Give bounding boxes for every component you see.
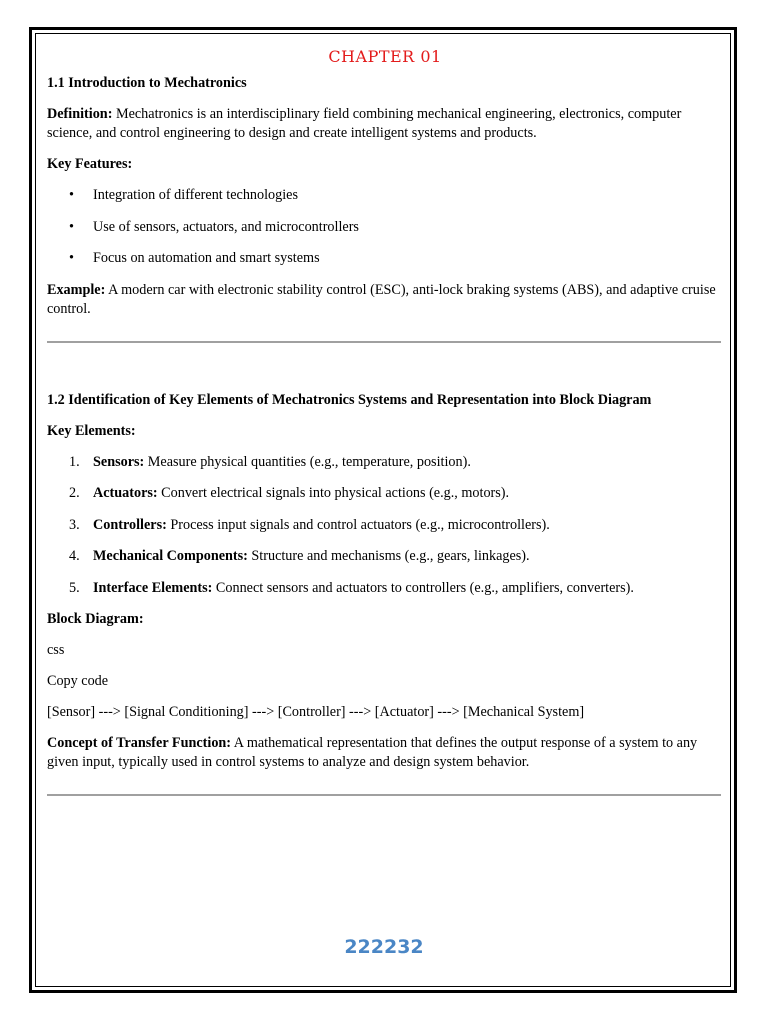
footer-number: 222232 (344, 936, 424, 958)
example-label: Example: (47, 281, 106, 298)
element-text: Convert electrical signals into physical actions (e.g., motors). (157, 485, 510, 502)
element-label: Controllers: (93, 516, 167, 533)
element-text: Structure and mechanisms (e.g., gears, linkages). (247, 548, 530, 565)
list-number: 1. (69, 453, 80, 470)
element-label: Actuators: (93, 485, 158, 502)
transfer-function-label: Concept of Transfer Function: (47, 735, 232, 752)
section-divider (47, 794, 721, 796)
element-text: Connect sensors and actuators to controllers (e.g., amplifiers, converters). (212, 579, 634, 596)
list-number: 2. (69, 485, 80, 502)
key-elements-list (47, 453, 723, 598)
list-item: • Use of sensors, actuators, and microcontrollers (47, 218, 723, 237)
key-elements-label: Key Elements: (47, 422, 136, 439)
code-language-label: css (47, 642, 65, 659)
list-item (47, 579, 723, 598)
section-2-heading: 1.2 Identification of Key Elements of Mechatronics Systems and Representation into Block Diagram (47, 391, 652, 408)
section-1-heading: 1.1 Introduction to Mechatronics (47, 75, 247, 91)
element-label: Interface Elements: (93, 579, 213, 596)
key-features-list (47, 186, 723, 268)
element-text: Measure physical quantities (e.g., temperature, position). (144, 453, 471, 470)
list-item (47, 453, 723, 472)
chapter-title: CHAPTER 01 (328, 47, 442, 66)
list-number: 3. (69, 516, 80, 533)
block-diagram-flow: [Sensor] ---> [Signal Conditioning] ---> [Controller] ---> [Actuator] ---> [Mechanical System] (47, 704, 585, 721)
transfer-function-paragraph (47, 734, 723, 772)
list-item: • Focus on automation and smart systems (47, 249, 723, 268)
key-features-label: Key Features: (47, 156, 133, 172)
definition-paragraph (47, 105, 723, 143)
element-label: Mechanical Components: (93, 548, 248, 565)
element-label: Sensors: (93, 453, 145, 470)
list-item (47, 516, 723, 535)
list-item (47, 484, 723, 503)
definition-text: Mechatronics is an interdisciplinary field combining mechanical engineering, electronics, computer science, and control engineering to design and create intelligent systems and products. (47, 106, 682, 141)
list-number: 5. (69, 579, 80, 596)
list-item (47, 547, 723, 566)
block-diagram-label: Block Diagram: (47, 611, 144, 628)
copy-code-button[interactable]: Copy code (47, 673, 109, 690)
example-text: A modern car with electronic stability control (ESC), anti-lock braking systems (ABS), and adaptive cruise control. (47, 281, 716, 317)
definition-label: Definition: (47, 106, 113, 122)
element-text: Process input signals and control actuators (e.g., microcontrollers). (166, 516, 550, 533)
transfer-function-text: A mathematical representation that defines the output response of a system to any given input, typically used in control systems to analyze and design system behavior. (47, 735, 698, 771)
list-item: • Integration of different technologies (47, 186, 723, 205)
document-content (47, 40, 723, 796)
example-paragraph (47, 281, 723, 319)
list-number: 4. (69, 548, 80, 565)
